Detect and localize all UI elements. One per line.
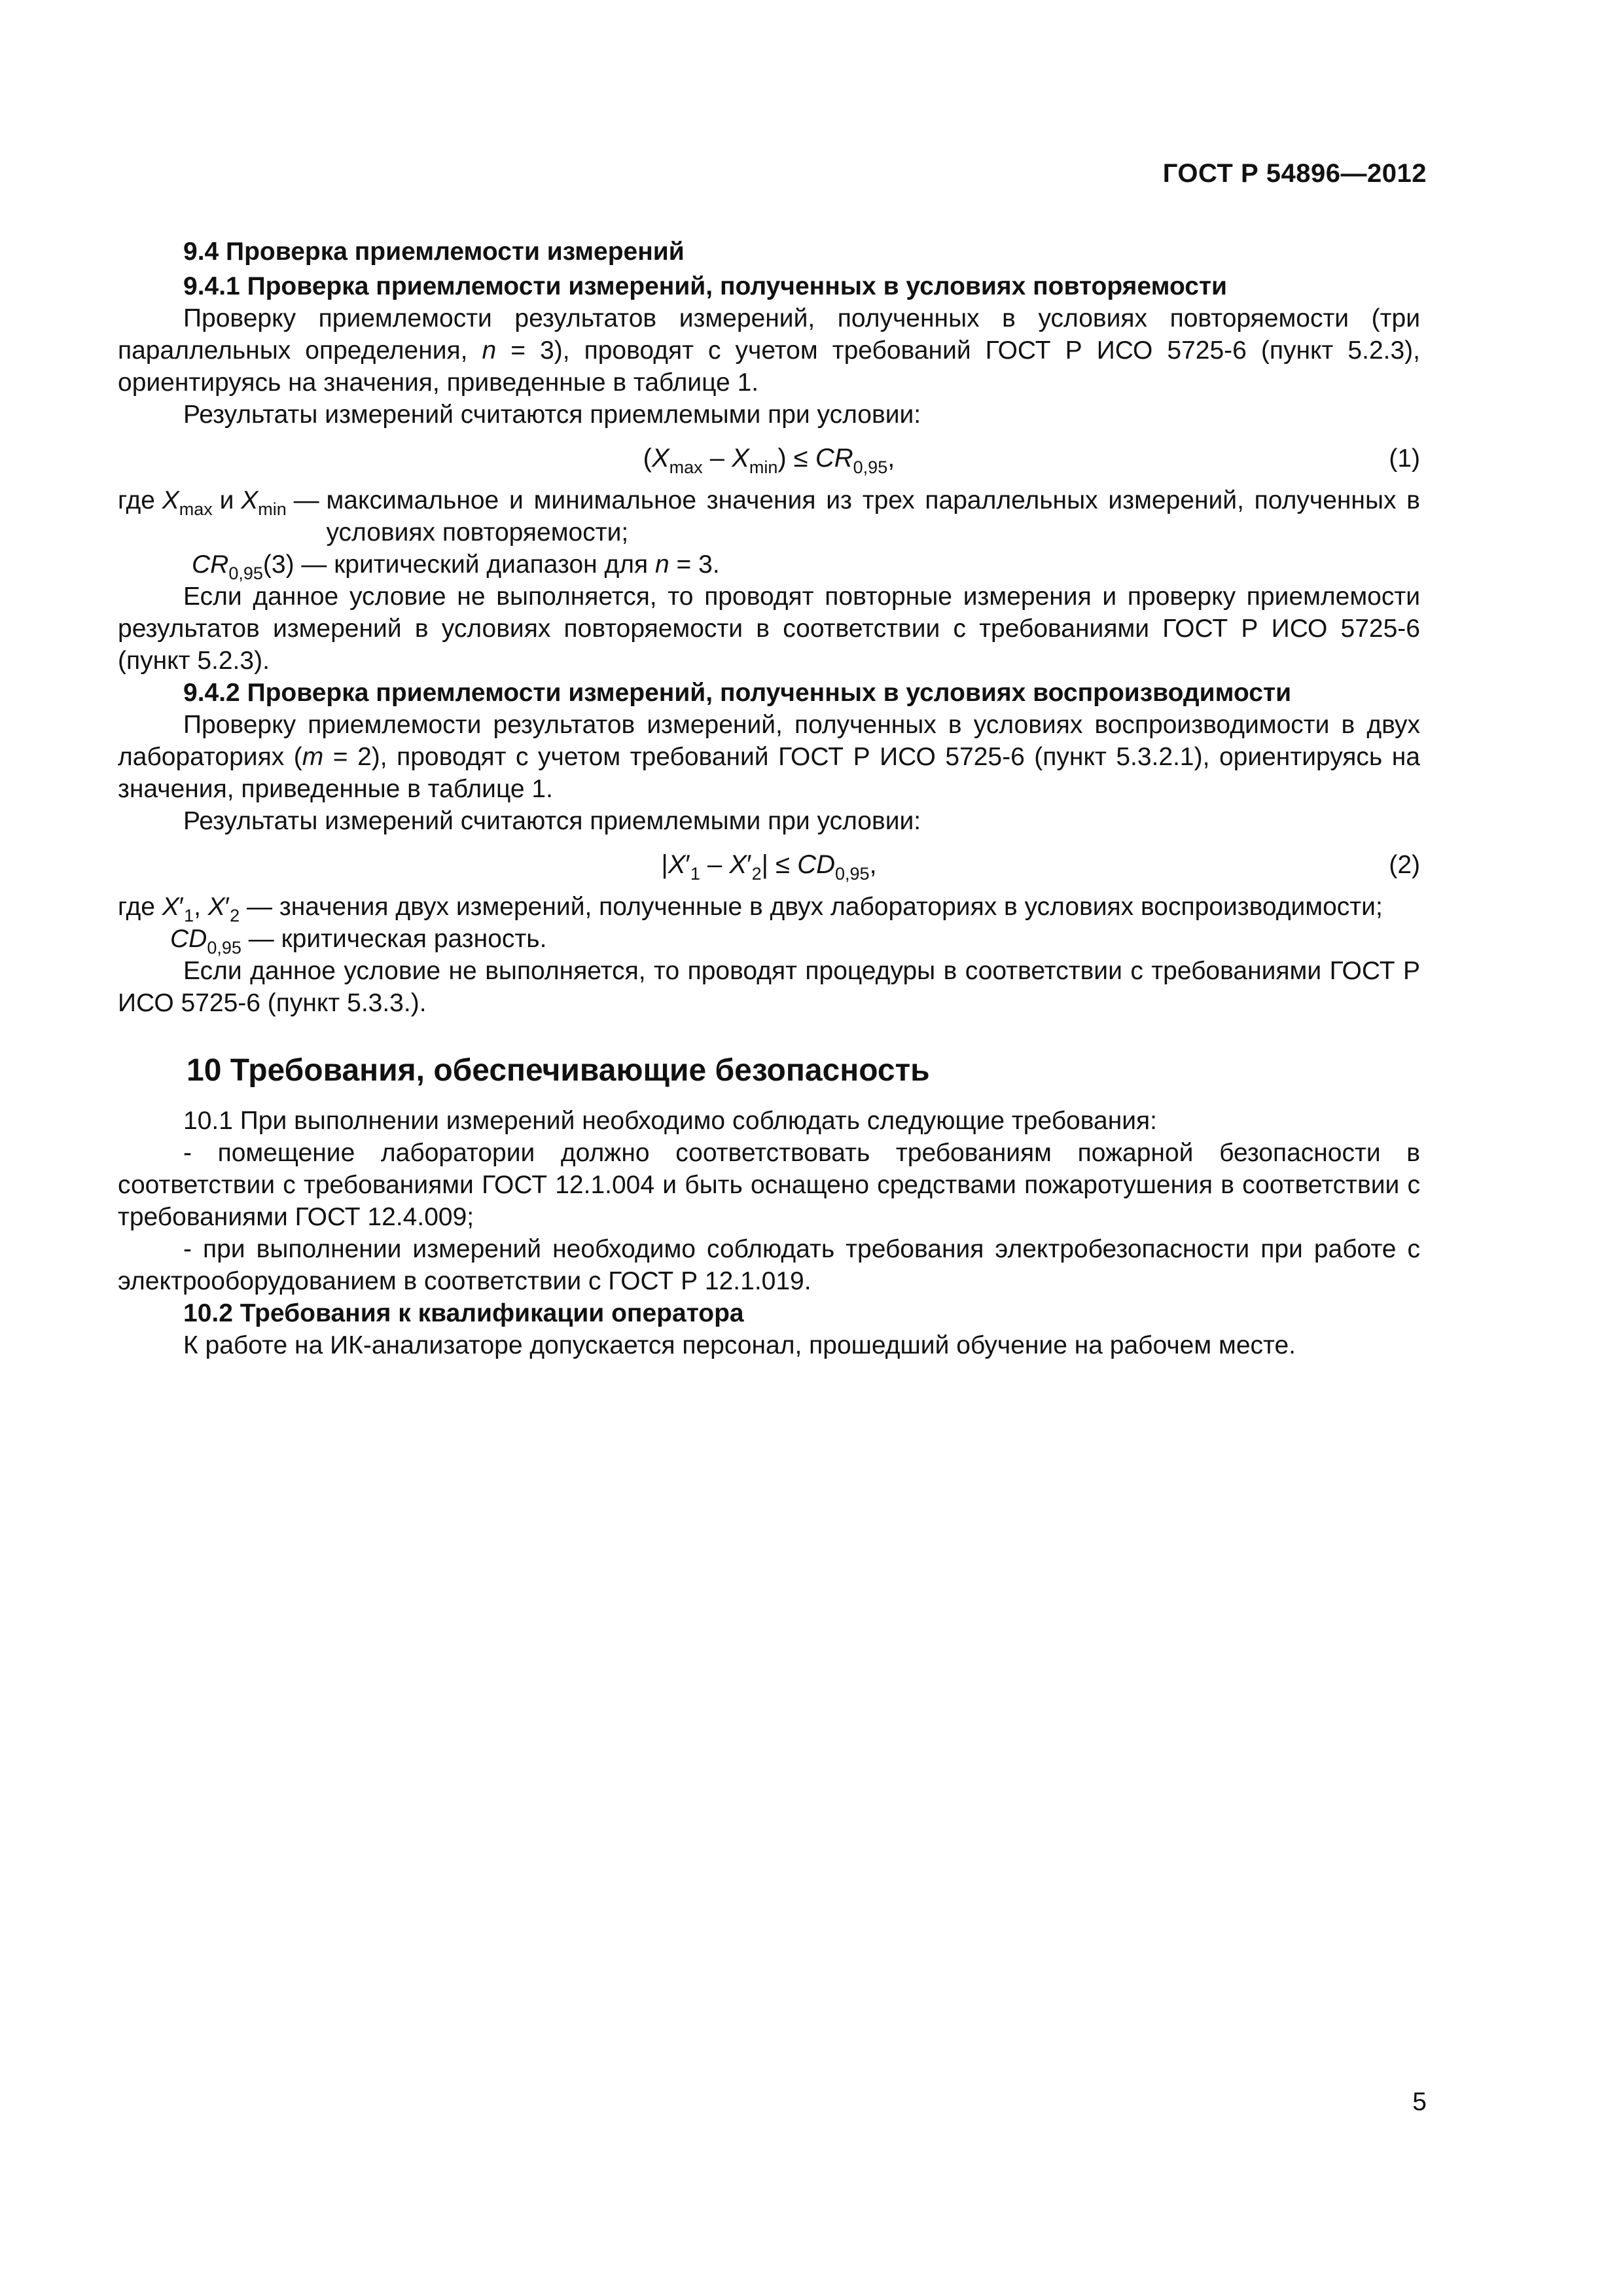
section-9-4-2-heading: 9.4.2 Проверка приемлемости измерений, полученных в условиях воспроизводимости	[183, 679, 1292, 707]
section-9-4-1-heading: 9.4.1 Проверка приемлемости измерений, полученных в условиях повторяемости	[183, 272, 1228, 300]
section-9-4-1-paragraph-3: Если данное условие не выполняется, то проводят повторные измерения и проверку приемлемости результатов измерений в условиях повторяемости в соответствии с требованиями ГОСТ Р ИСО 5725-6 (пункт 5.2.3).	[118, 583, 1420, 675]
section-9-4-2-paragraph-1: Проверку приемлемости результатов измерений, полученных в условиях воспроизводимости в двух лабораториях (m = 2), проводят с учетом требований ГОСТ Р ИСО 5725-6 (пункт 5.3.2.1), ориентируясь на значения, приведенные в таблице 1.	[118, 711, 1420, 803]
formula-1-where-1	[118, 484, 1420, 548]
section-10-1-paragraph: 10.1 При выполнении измерений необходимо соблюдать следующие требования:	[183, 1107, 1157, 1135]
section-10-2-paragraph: К работе на ИК-анализаторе допускается персонал, прошедший обучение на рабочем месте.	[183, 1331, 1296, 1359]
formula-2-number: (2)	[1389, 851, 1420, 879]
where-text: значения двух измерений, полученные в двух лабораториях в условиях воспроизводимости;	[279, 893, 1383, 921]
section-10-1-bullet-2: - при выполнении измерений необходимо соблюдать требования электробезопасности при работе с электрооборудованием в соответствии с ГОСТ Р 12.1.019.	[118, 1235, 1420, 1295]
page-number: 5	[1412, 2088, 1427, 2116]
section-10-1-bullet-1: - помещение лаборатории должно соответствовать требованиям пожарной безопасности в соответствии с требованиями ГОСТ 12.1.004 и быть оснащено средствами пожаротушения в соответствии с требованиями ГОСТ 12.4.009;	[118, 1139, 1420, 1231]
formula-1-number: (1)	[1389, 444, 1420, 473]
document-body	[118, 236, 1420, 1361]
section-9-4-2-paragraph-2: Результаты измерений считаются приемлемыми при условии:	[183, 807, 921, 835]
where-text: максимальное и минимальное значения из трех параллельных измерений, полученных в условиях повторяемости;	[326, 486, 1420, 547]
formula-1	[118, 436, 1420, 482]
section-10-2-heading: 10.2 Требования к квалификации оператора	[183, 1299, 744, 1327]
formula-1-where-2: $CR_{0,95}(3)$ — критический диапазон для n = 3.	[192, 550, 720, 583]
formula-2-expression: $|X'_1 - X'_2| \le CD_{0,95}$,	[661, 850, 877, 884]
where-label: где $X_{max}$ и $X_{min}$ —	[118, 486, 327, 519]
formula-2-where-2: $CD_{0,95}$ — критическая разность.	[170, 925, 547, 958]
formula-2	[118, 842, 1420, 888]
section-9-4-1-paragraph-1: Проверку приемлемости результатов измерений, полученных в условиях повторяемости (три параллельных определения, n = 3), проводят с учетом требований ГОСТ Р ИСО 5725-6 (пункт 5.2.3), ориентируясь на значения, приведенные в таблице 1.	[118, 304, 1420, 397]
formula-1-expression: $(X_{max} - X_{min}) \le CR_{0,95}$,	[643, 444, 895, 477]
section-9-4-heading: 9.4 Проверка приемлемости измерений	[183, 238, 685, 266]
where-label: где $X'_1$, $X'_2$ —	[118, 893, 279, 925]
document-header: ГОСТ Р 54896—2012	[1162, 159, 1427, 188]
section-9-4-2-paragraph-3: Если данное условие не выполняется, то проводят процедуры в соответствии с требованиями ГОСТ Р ИСО 5725-6 (пункт 5.3.3.).	[118, 957, 1420, 1017]
formula-2-where-1	[118, 891, 1420, 923]
section-10-heading: 10 Требования, обеспечивающие безопасность	[187, 1053, 930, 1088]
section-9-4-1-paragraph-2: Результаты измерений считаются приемлемыми при условии:	[183, 401, 921, 429]
